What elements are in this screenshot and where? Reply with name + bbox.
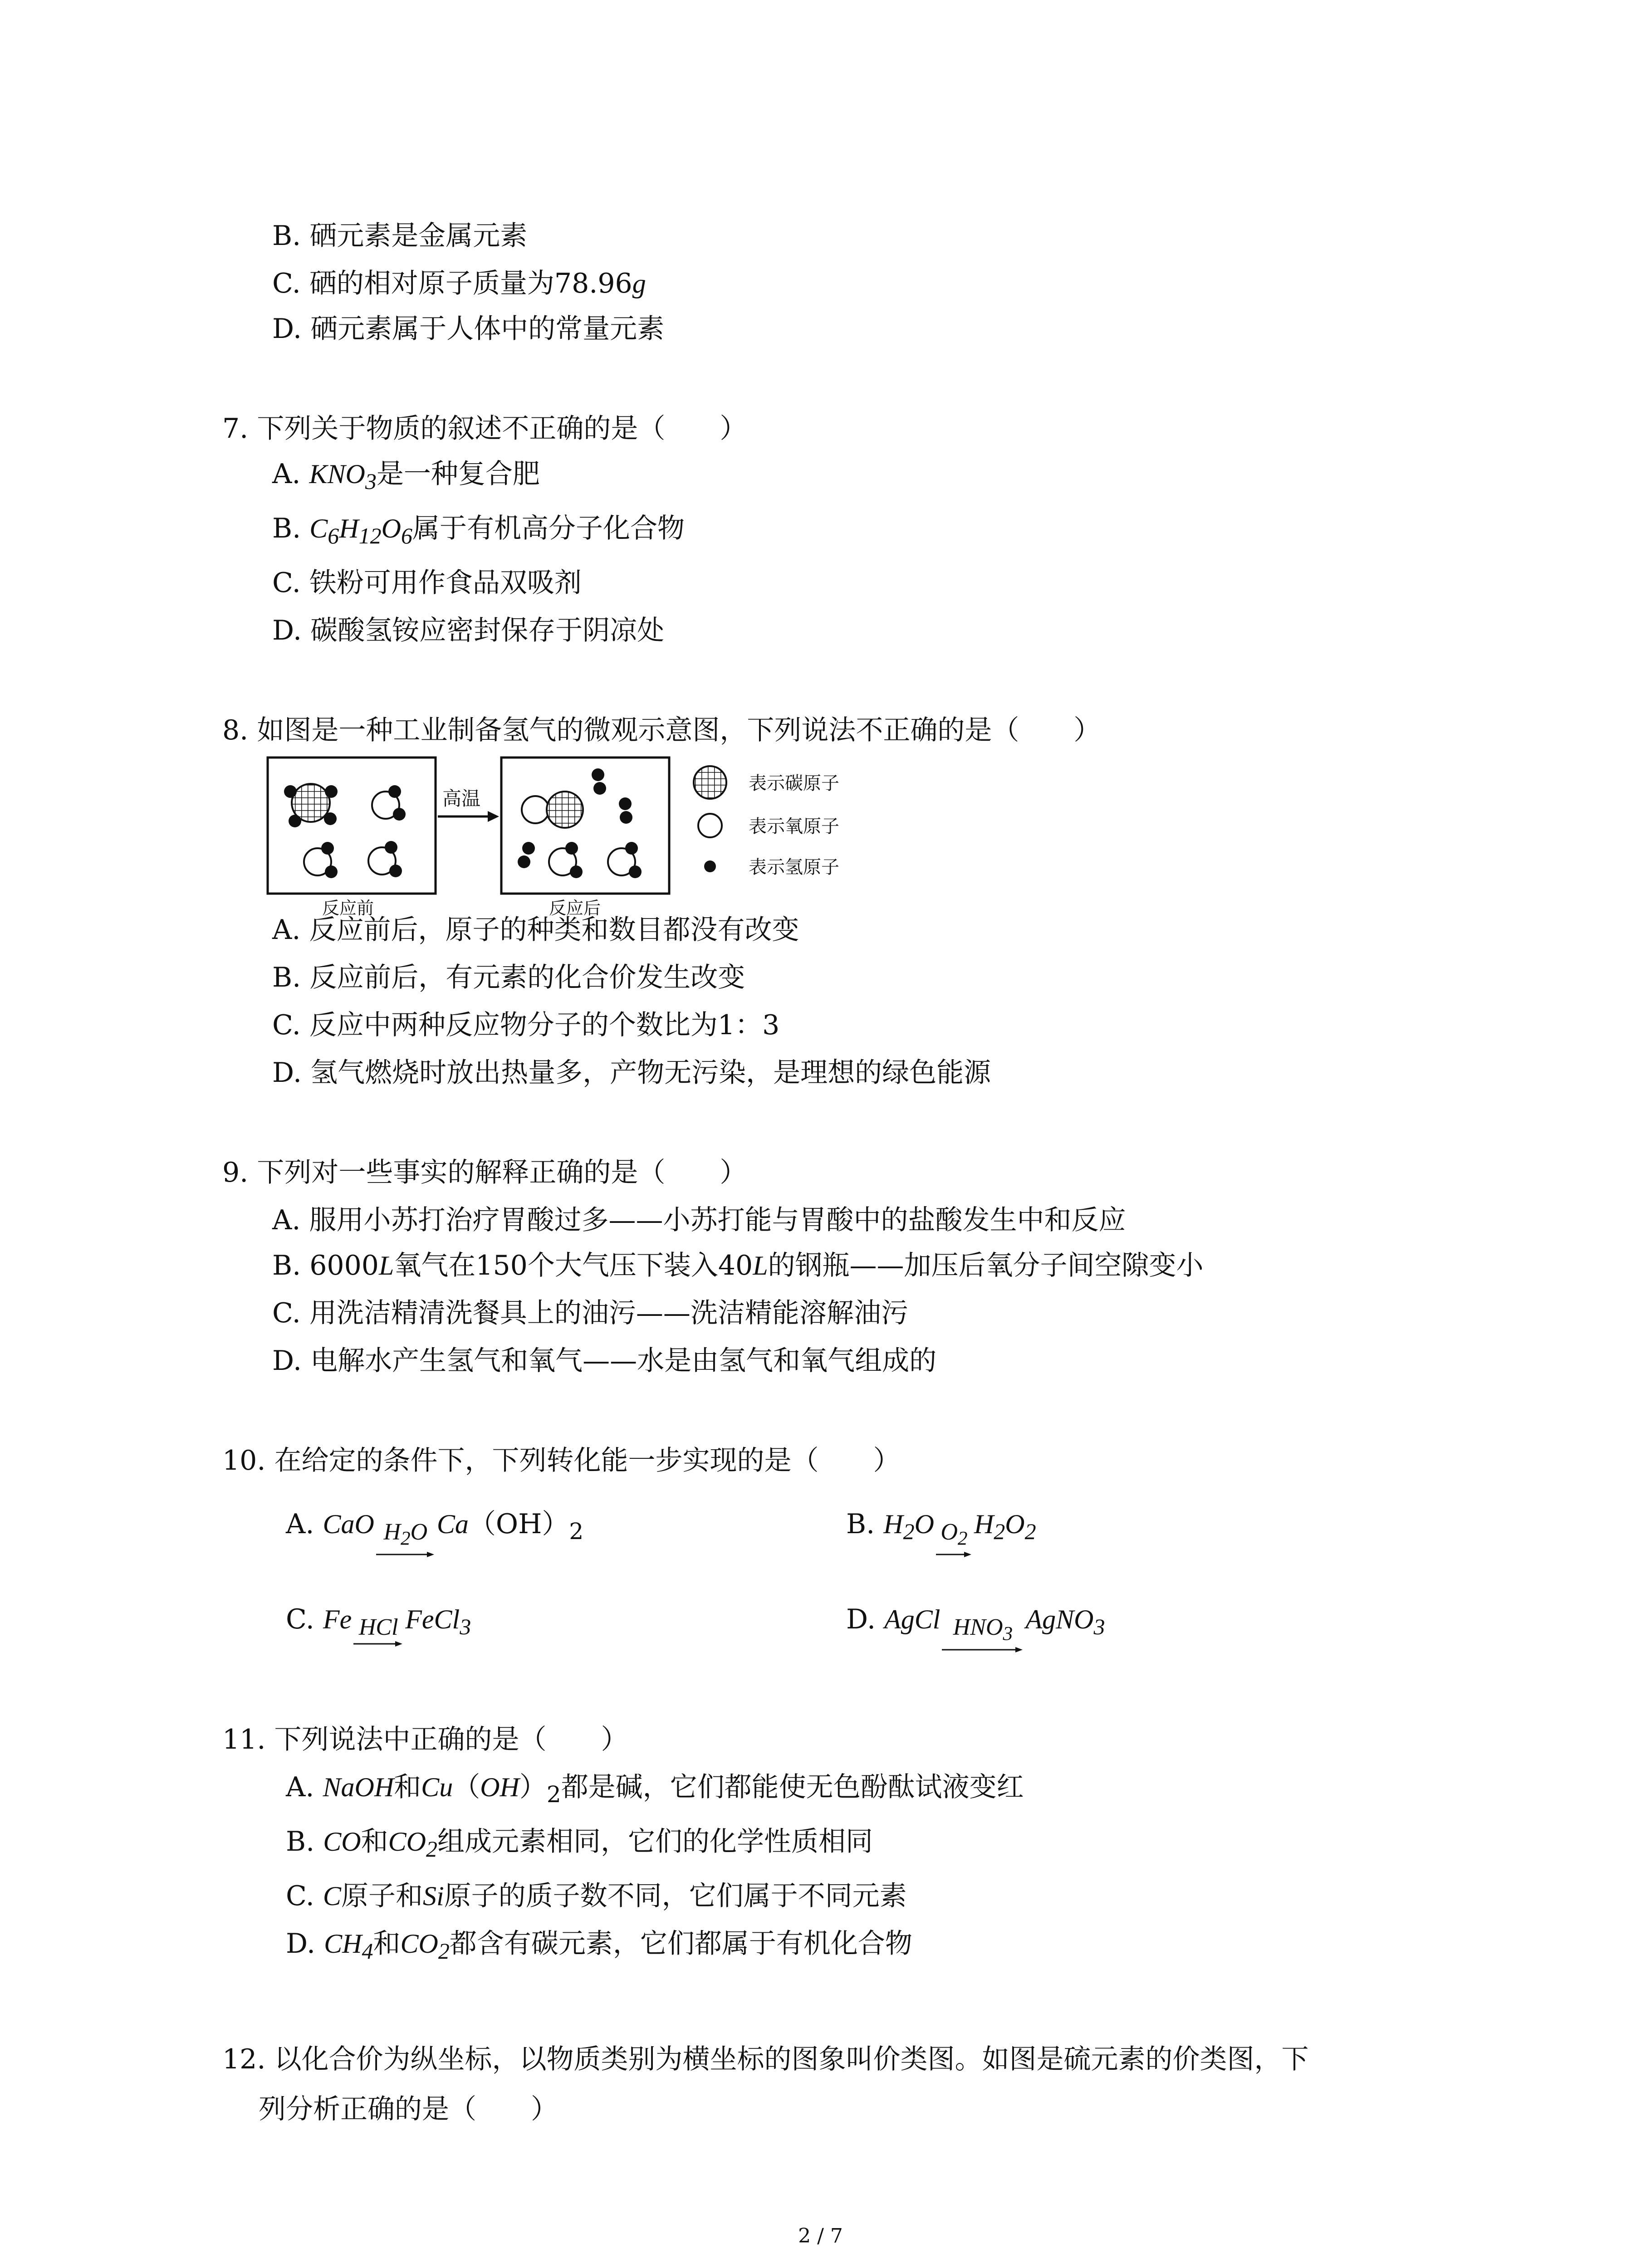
q11-option-a: A. NaOH和$Cu(OH)_2$都是碱，它们都能使无色酚酞试液变红 xyxy=(286,1771,1024,1808)
q9-option-b: B. 6000L氧气在150个大气压下装入40L的钢瓶——加压后氧分子间空隙变小 xyxy=(272,1250,1204,1281)
svg-text:表示氢原子: 表示氢原子 xyxy=(749,857,839,878)
q7-option-b: B. $C_6H_{12}O_6$属于有机高分子化合物 xyxy=(272,513,685,548)
q8-option-a: A. 反应前后，原子的种类和数目都没有改变 xyxy=(272,914,799,946)
q8-reaction-diagram xyxy=(263,753,898,921)
q10-option-a: A. CaO $H_2O$ $Ca(OH)_2$ xyxy=(286,1506,583,1558)
q7-option-c: C. 铁粉可用作食品双吸剂 xyxy=(272,567,582,599)
q8-option-b: B. 反应前后，有元素的化合价发生改变 xyxy=(272,962,745,993)
water-molecule xyxy=(372,785,406,821)
q9-option-c: C. 用洗洁精清洗餐具上的油污——洗洁精能溶解油污 xyxy=(272,1297,908,1329)
q11-option-b: B. CO和$CO_2$组成元素相同，它们的化学性质相同 xyxy=(286,1826,873,1862)
q11-stem: 11. 下列说法中正确的是（ ） xyxy=(222,1724,628,1755)
arrow-label: 高温 xyxy=(442,787,481,810)
methane-molecule xyxy=(284,784,338,827)
water-molecule xyxy=(608,842,642,878)
caption-before: 反应前 xyxy=(322,898,374,918)
q8-stem: 8. 如图是一种工业制备氢气的微观示意图，下列说法不正确的是（ ） xyxy=(222,714,1101,746)
water-molecule xyxy=(304,842,338,878)
q11-option-c: C. C原子和Si原子的质子数不同，它们属于不同元素 xyxy=(286,1880,907,1912)
q7-stem: 7. 下列关于物质的叙述不正确的是（ ） xyxy=(222,413,747,445)
q7-option-d: D. 碳酸氢铵应密封保存于阴凉处 xyxy=(272,615,665,646)
q10-d-condition-arrow: $HNO_3$ xyxy=(942,1615,1024,1653)
q9-option-d: D. 电解水产生氢气和氧气——水是由氢气和氧气组成的 xyxy=(272,1345,937,1377)
water-molecule xyxy=(549,842,583,878)
q11-option-d: D. $CH_4$和$CO_2$都含有碳元素，它们都属于有机化合物 xyxy=(286,1928,912,1964)
after-box xyxy=(501,758,669,894)
legend-hydrogen xyxy=(704,857,839,878)
caption-after: 反应后 xyxy=(549,898,601,918)
legend-oxygen xyxy=(698,814,839,837)
q10-c-condition-arrow: HCl xyxy=(353,1615,403,1647)
q8-option-d: D. 氢气燃烧时放出热量多，产物无污染，是理想的绿色能源 xyxy=(272,1057,991,1089)
legend-carbon xyxy=(694,766,839,799)
q12-stem-line1: 12. 以化合价为纵坐标，以物质类别为横坐标的图象叫价类图。如图是硫元素的价类图，下 xyxy=(222,2043,1309,2075)
q10-a-condition-arrow: $H_2O$ xyxy=(376,1520,435,1558)
q10-option-b: B. $H_2O$ $O_2$ $H_2O_2$ xyxy=(846,1506,1036,1558)
q10-b-condition-arrow: $O_2$ xyxy=(936,1520,972,1558)
q6-option-c: C. 硒的相对原子质量为78.96g xyxy=(272,268,646,299)
carbon-monoxide-molecule xyxy=(522,792,583,828)
svg-text:表示氧原子: 表示氧原子 xyxy=(749,816,839,837)
hydrogen-molecule xyxy=(592,768,606,795)
hydrogen-molecule xyxy=(619,797,632,824)
q6-option-b: B. 硒元素是金属元素 xyxy=(272,220,528,252)
q10-option-c: C. Fe HCl FeCl$_3$ xyxy=(286,1601,471,1647)
q10-stem: 10. 在给定的条件下，下列转化能一步实现的是（ ） xyxy=(222,1445,901,1476)
q10-option-d: D. AgCl $HNO_3$ AgNO$_3$ xyxy=(846,1601,1105,1653)
hydrogen-molecule xyxy=(518,842,535,868)
q8-option-c: C. 反应中两种反应物分子的个数比为1：3 xyxy=(272,1009,780,1041)
svg-text:表示碳原子: 表示碳原子 xyxy=(749,773,839,794)
q9-stem: 9. 下列对一些事实的解释正确的是（ ） xyxy=(222,1157,747,1188)
q12-stem-line2: 列分析正确的是（ ） xyxy=(259,2093,558,2125)
water-molecule xyxy=(368,841,402,877)
q7-option-a: A. $KNO_3$是一种复合肥 xyxy=(272,458,540,494)
q6-option-d: D. 硒元素属于人体中的常量元素 xyxy=(272,313,665,345)
page-number: 2 / 7 xyxy=(798,2224,843,2248)
q9-option-a: A. 服用小苏打治疗胃酸过多——小苏打能与胃酸中的盐酸发生中和反应 xyxy=(272,1204,1126,1236)
